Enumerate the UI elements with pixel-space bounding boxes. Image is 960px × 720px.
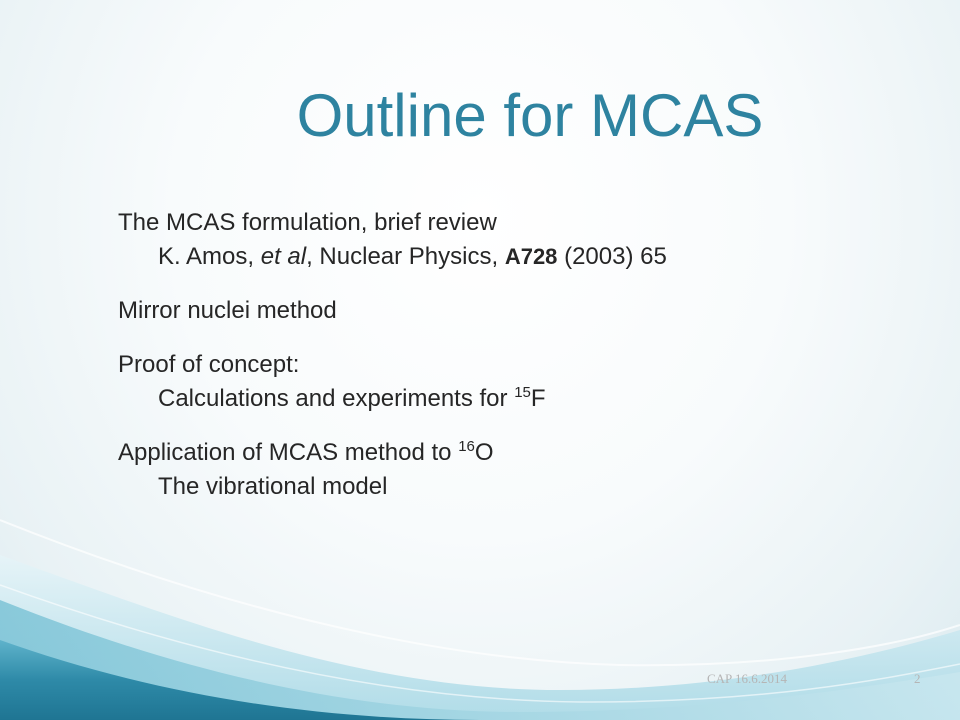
ref-authors: K. Amos, bbox=[158, 243, 255, 270]
item-heading: Mirror nuclei method bbox=[118, 297, 337, 324]
footer-page-number: 2 bbox=[914, 671, 921, 686]
item-heading: The MCAS formulation, brief review bbox=[118, 209, 497, 236]
list-item bbox=[118, 294, 918, 328]
slide-content bbox=[118, 206, 918, 524]
heading-text: Application of MCAS method to bbox=[118, 439, 452, 466]
ref-year-page: (2003) 65 bbox=[564, 243, 667, 270]
ref-volume: A728 bbox=[504, 244, 558, 269]
ref-etal: et al bbox=[260, 243, 307, 270]
list-item bbox=[118, 436, 918, 504]
isotope-mass: 15 bbox=[514, 384, 531, 401]
item-reference bbox=[118, 240, 918, 274]
ref-journal: , Nuclear Physics, bbox=[306, 243, 499, 270]
slide-title: Outline for MCAS bbox=[296, 82, 764, 149]
isotope-element: O bbox=[474, 439, 494, 466]
item-heading bbox=[118, 436, 918, 470]
list-item bbox=[118, 206, 918, 274]
isotope-element: F bbox=[530, 385, 546, 412]
item-subline bbox=[118, 382, 918, 416]
subline-text: Calculations and experiments for bbox=[158, 385, 508, 412]
list-item bbox=[118, 348, 918, 416]
footer-date: CAP 16.6.2014 bbox=[707, 671, 788, 686]
isotope-mass: 16 bbox=[458, 438, 475, 455]
item-heading: Proof of concept: bbox=[118, 351, 300, 378]
item-subline: The vibrational model bbox=[158, 473, 388, 500]
